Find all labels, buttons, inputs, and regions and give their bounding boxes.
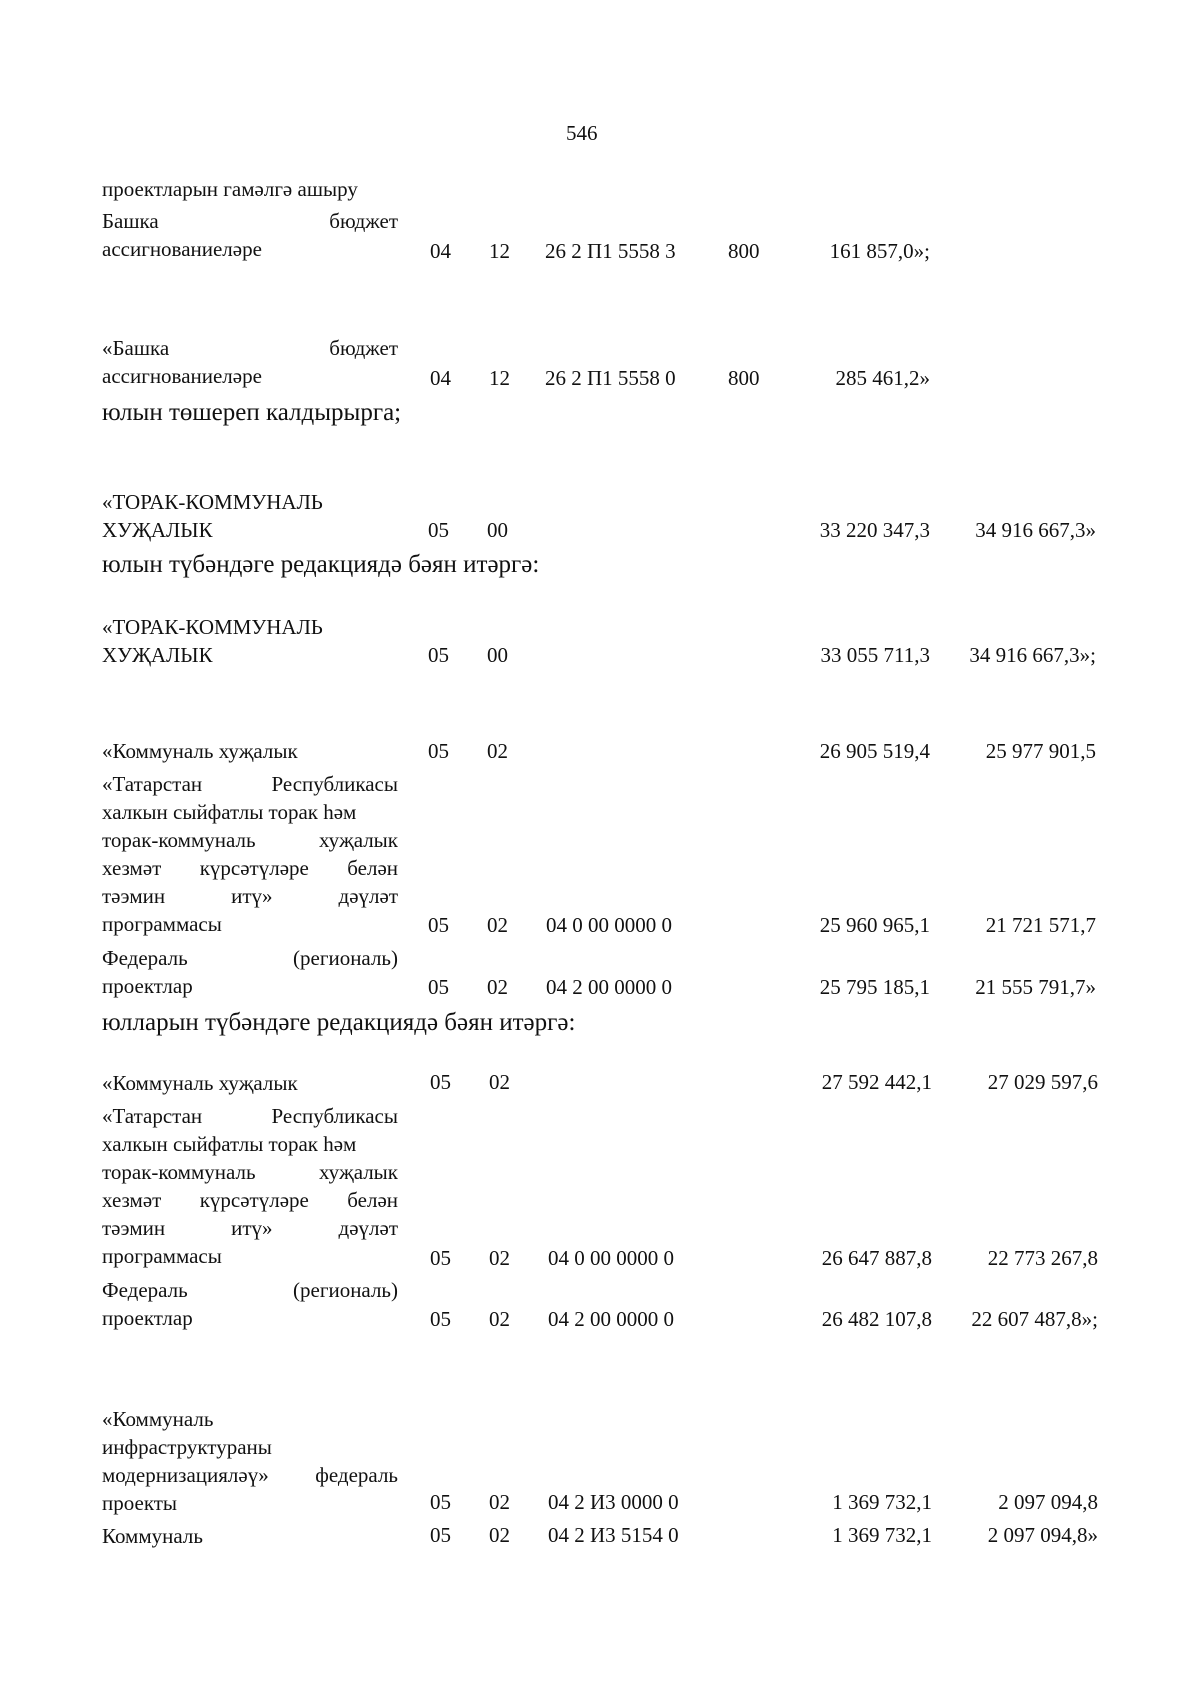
row-amount-1: 285 461,2» [835, 366, 930, 390]
instruction-text: юлын төшереп калдырырга; [102, 399, 402, 426]
row-subsection: 02 [487, 913, 508, 937]
row-section: 05 [430, 1070, 451, 1094]
row-description: «ТОРАК-КОММУНАЛЬ ХУҖАЛЫК [102, 615, 323, 667]
row-description: «ТОРАК-КОММУНАЛЬ ХУҖАЛЫК [102, 490, 323, 542]
row-amount-1: 1 369 732,1 [832, 1490, 932, 1514]
row-description: «Татарстан Республикасы халкын сыйфатлы торак һәм торак-коммуналь хуҗалык хезмәт күрсәтүләре белән тәэмин итү» дәүләт программасы [102, 1104, 398, 1268]
row-section: 05 [428, 975, 449, 999]
row-subsection: 02 [489, 1246, 510, 1270]
row-section: 05 [430, 1307, 451, 1331]
row-target-code: 04 2 И3 5154 0 [548, 1523, 679, 1547]
row-amount-2: 2 097 094,8» [987, 1523, 1098, 1547]
row-description: «Коммуналь хуҗалык [102, 1071, 298, 1095]
row-description: «Коммуналь хуҗалык [102, 739, 298, 763]
instruction-text: юлын түбәндәге редакциядә бәян итәргә: [102, 551, 540, 578]
row-subsection: 00 [487, 643, 508, 667]
row-description: «Татарстан Республикасы халкын сыйфатлы торак һәм торак-коммуналь хуҗалык хезмәт күрсәтүләре белән тәэмин итү» дәүләт программасы [102, 772, 398, 936]
row-amount-1: 25 795 185,1 [819, 975, 930, 999]
row-subsection: 02 [487, 739, 508, 763]
row-amount-2: 22 607 487,8»; [971, 1307, 1098, 1331]
row-amount-1: 26 482 107,8 [821, 1307, 932, 1331]
row-subsection: 02 [489, 1070, 510, 1094]
row-amount-1: 27 592 442,1 [821, 1070, 932, 1094]
row-section: 05 [430, 1490, 451, 1514]
row-section: 05 [430, 1246, 451, 1270]
row-section: 05 [430, 1523, 451, 1547]
row-amount-2: 21 555 791,7» [975, 975, 1096, 999]
row-subsection: 02 [487, 975, 508, 999]
row-expense-type: 800 [728, 239, 760, 263]
instruction-text: юлларын түбәндәге редакциядә бәян итәргә: [102, 1009, 576, 1036]
row-target-code: 26 2 П1 5558 3 [545, 239, 676, 263]
row-section: 05 [428, 739, 449, 763]
row-amount-2: 25 977 901,5 [985, 739, 1096, 763]
row-target-code: 04 0 00 0000 0 [548, 1246, 674, 1270]
row-amount-1: 26 905 519,4 [819, 739, 930, 763]
row-target-code: 04 0 00 0000 0 [546, 913, 672, 937]
row-description: «Коммуналь инфраструктураны модернизацияләү» федераль проекты [102, 1407, 398, 1515]
row-amount-2: 22 773 267,8 [987, 1246, 1098, 1270]
row-description: Коммуналь [102, 1524, 203, 1548]
row-section: 05 [428, 518, 449, 542]
row-amount-1: 33 055 711,3 [820, 643, 930, 667]
row-amount-1: 25 960 965,1 [819, 913, 930, 937]
row-amount-1: 1 369 732,1 [832, 1523, 932, 1547]
row-target-code: 26 2 П1 5558 0 [545, 366, 676, 390]
row-amount-2: 34 916 667,3»; [969, 643, 1096, 667]
row-amount-2: 2 097 094,8 [998, 1490, 1098, 1514]
row-expense-type: 800 [728, 366, 760, 390]
row-target-code: 04 2 И3 0000 0 [548, 1490, 679, 1514]
row-section: 04 [430, 239, 451, 263]
row-subsection: 12 [489, 366, 510, 390]
row-section: 05 [428, 913, 449, 937]
row-target-code: 04 2 00 0000 0 [548, 1307, 674, 1331]
row-description: «Башка бюджет ассигнованиеләре [102, 336, 398, 388]
row-amount-1: 161 857,0»; [829, 239, 930, 263]
row-amount-2: 21 721 571,7 [985, 913, 1096, 937]
row-subsection: 12 [489, 239, 510, 263]
row-subsection: 00 [487, 518, 508, 542]
row-amount-1: 33 220 347,3 [819, 518, 930, 542]
row-subsection: 02 [489, 1523, 510, 1547]
page-number: 546 [566, 121, 598, 145]
row-amount-2: 34 916 667,3» [975, 518, 1096, 542]
row-amount-1: 26 647 887,8 [821, 1246, 932, 1270]
row-target-code: 04 2 00 0000 0 [546, 975, 672, 999]
row-subsection: 02 [489, 1307, 510, 1331]
row-amount-2: 27 029 597,6 [987, 1070, 1098, 1094]
row-section: 04 [430, 366, 451, 390]
row-description: Федераль (региональ) проектлар [102, 946, 398, 998]
continuation-line: проектларын гамәлгә ашыру [102, 177, 358, 201]
row-subsection: 02 [489, 1490, 510, 1514]
row-description: Башка бюджет ассигнованиеләре [102, 209, 398, 261]
row-description: Федераль (региональ) проектлар [102, 1278, 398, 1330]
row-section: 05 [428, 643, 449, 667]
